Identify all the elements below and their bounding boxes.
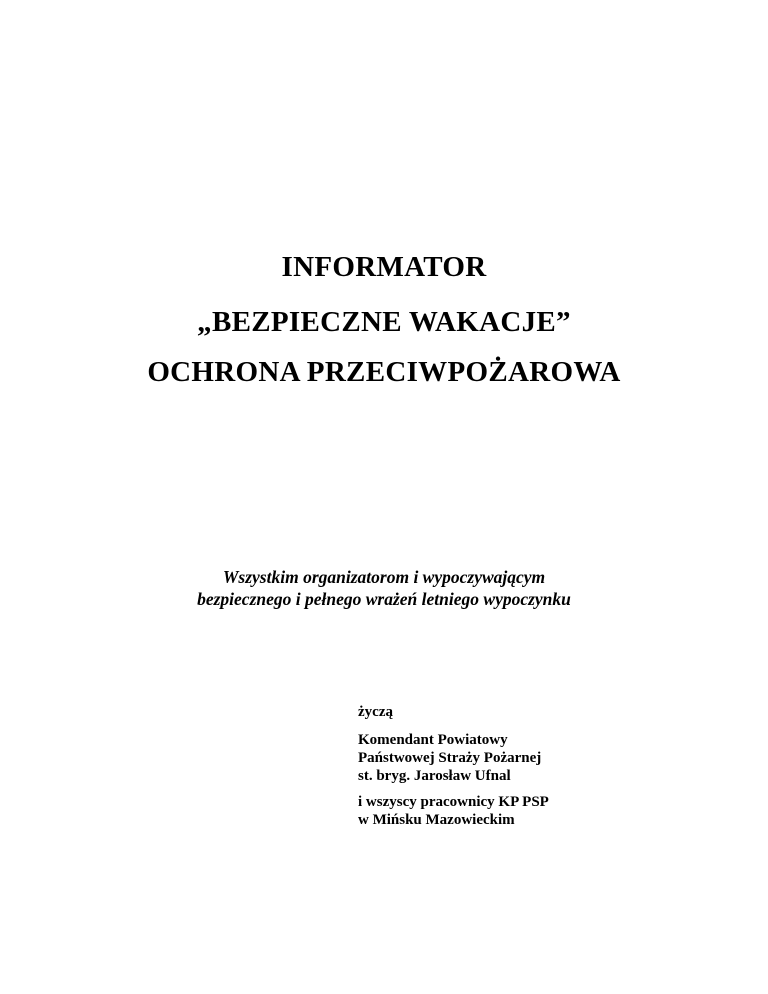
wishes-paragraph — [0, 566, 768, 610]
commander-line-1: Komendant Powiatowy — [358, 732, 508, 748]
staff-line-1: i wszyscy pracownicy KP PSP — [358, 794, 549, 810]
wishes-line-1: Wszystkim organizatorom i wypoczywającym — [222, 567, 546, 587]
commander-line-3: st. bryg. Jarosław Ufnal — [358, 768, 511, 784]
title-informator: INFORMATOR — [281, 251, 487, 283]
staff-line-2: w Mińsku Mazowieckim — [358, 812, 515, 828]
title-ochrona-przeciwpozarowa: OCHRONA PRZECIWPOŻAROWA — [147, 356, 621, 388]
commander-line-2: Państwowej Straży Pożarnej — [358, 750, 542, 766]
title-bezpieczne-wakacje: „BEZPIECZNE WAKACJE” — [197, 306, 571, 338]
signature-block — [358, 703, 549, 829]
wishes-line-2: bezpiecznego i pełnego wrażeń letniego wypoczynku — [197, 589, 571, 609]
signature-verb: życzą — [358, 704, 393, 720]
